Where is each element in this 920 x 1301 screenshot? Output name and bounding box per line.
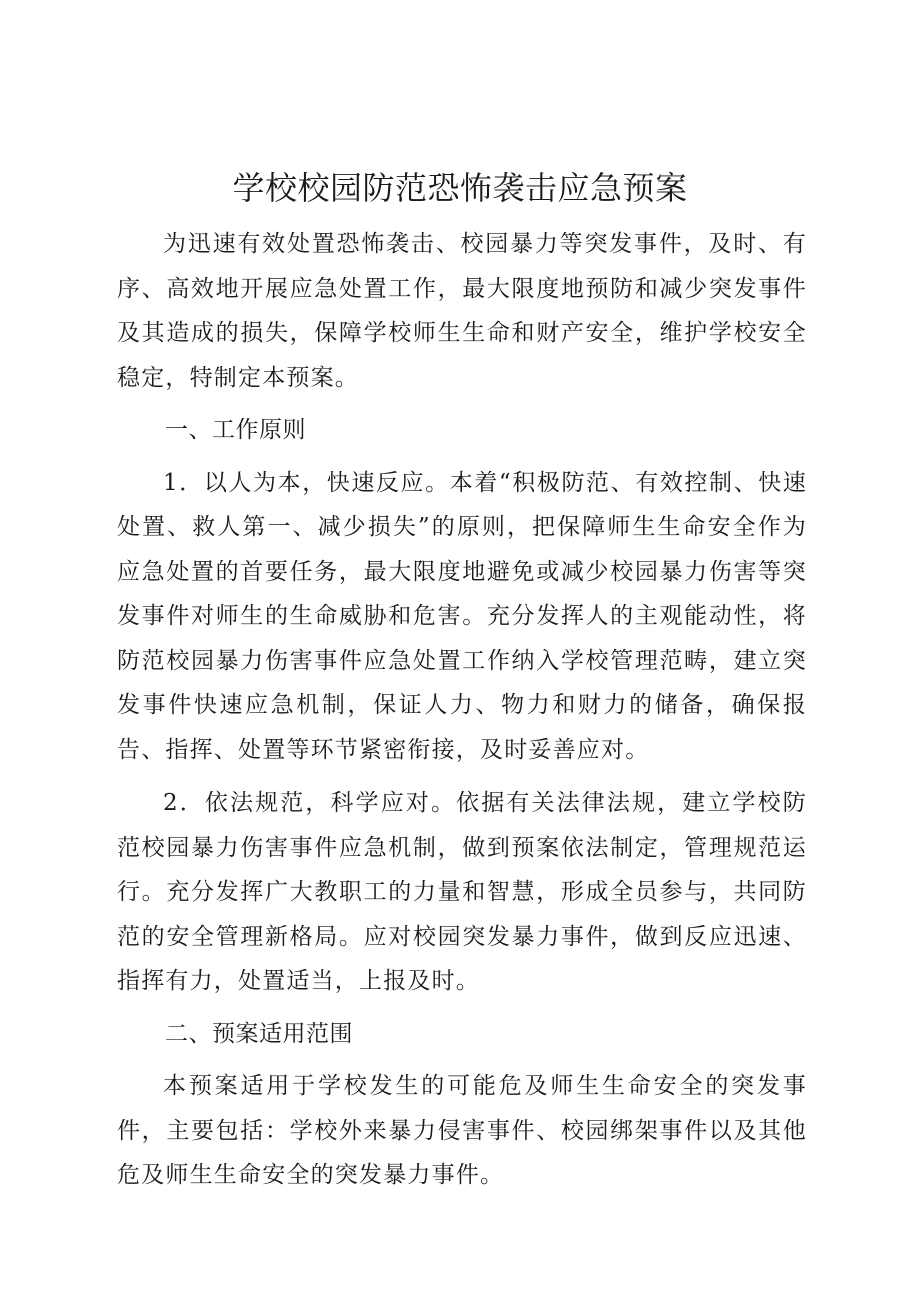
document-body xyxy=(117,222,807,1198)
document-title: 学校校园防范恐怖袭击应急预案 xyxy=(232,169,688,207)
section-heading-scope: 二、预案适用范围 xyxy=(165,1020,353,1047)
intro-paragraph: 为迅速有效处置恐怖袭击、校园暴力等突发事件，及时、有序、高效地开展应急处置工作，最大限度地预防和减少突发事件及其造成的损失，保障学校师生生命和财产安全，维护学校安全稳定，特制定本预案。 xyxy=(117,231,807,391)
section-heading-principles: 一、工作原则 xyxy=(165,417,306,443)
principle-item-2: 2．依法规范，科学应对。依据有关法律法规，建立学校防范校园暴力伤害事件应急机制，做到预案依法制定，管理规范运行。充分发挥广大教职工的力量和智慧，形成全员参与，共同防范的安全管理新格局。应对校园突发暴力事件，做到反应迅速、指挥有力，处置适当，上报及时。 xyxy=(117,790,807,994)
scope-paragraph: 本预案适用于学校发生的可能危及师生生命安全的突发事件，主要包括：学校外来暴力侵害事件、校园绑架事件以及其他危及师生生命安全的突发暴力事件。 xyxy=(117,1073,807,1188)
principle-item-1: 1．以人为本，快速反应。本着“积极防范、有效控制、快速处置、救人第一、减少损失”的原则，把保障师生生命安全作为应急处置的首要任务，最大限度地避免或减少校园暴力伤害等突发事件对师生的生命威胁和危害。充分发挥人的主观能动性，将防范校园暴力伤害事件应急处置工作纳入学校管理范畴，建立突发事件快速应急机制，保证人力、物力和财力的储备，确保报告、指挥、处置等环节紧密衔接，及时妥善应对。 xyxy=(117,469,807,763)
